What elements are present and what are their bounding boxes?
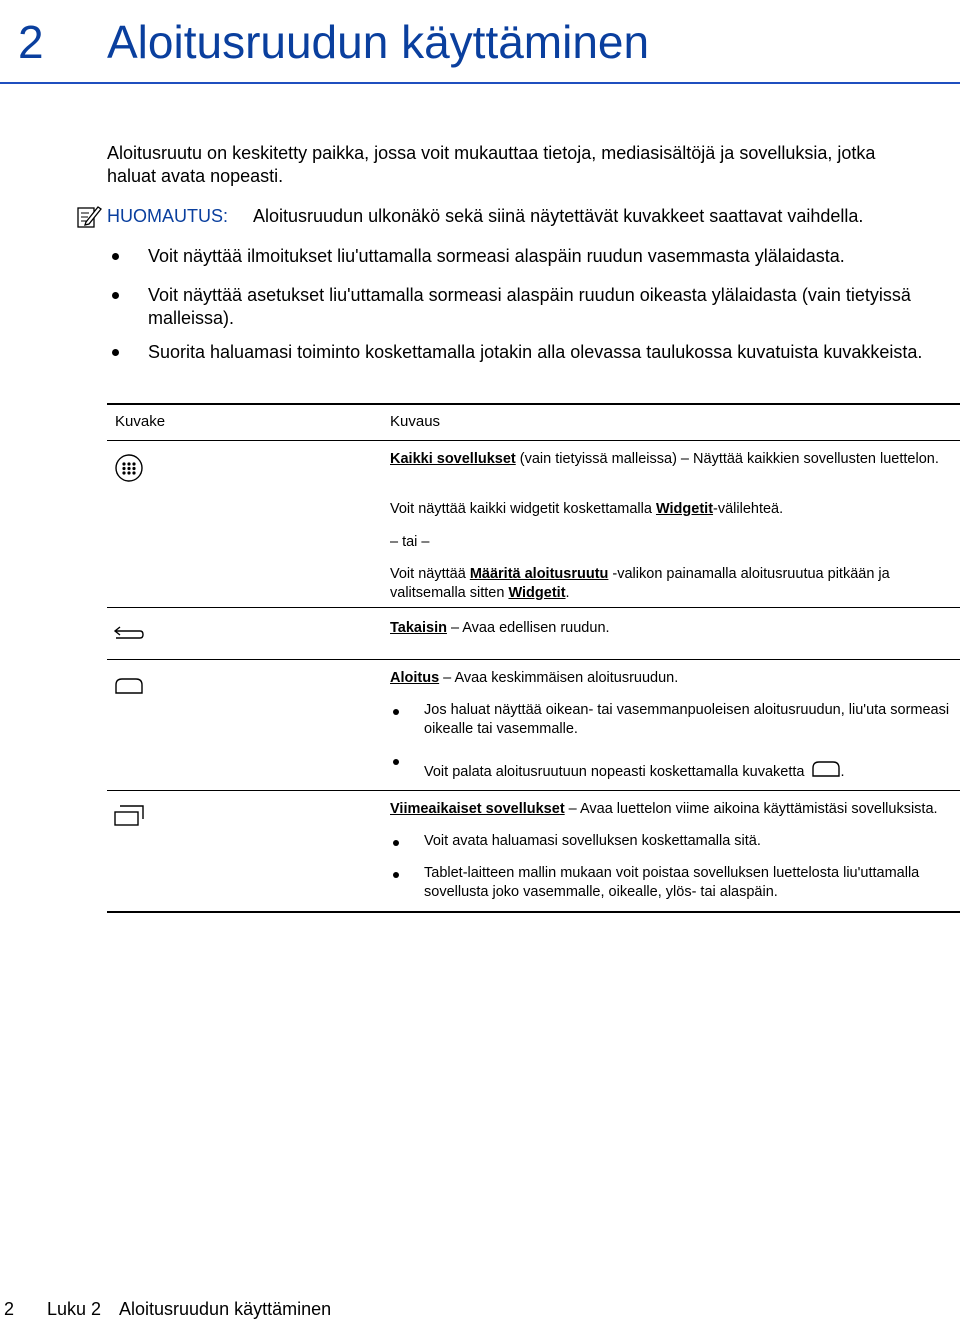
table-top-rule — [107, 403, 960, 405]
desc-home: – Avaa keskimmäisen aloitusruudun. — [439, 670, 679, 686]
bullet-item-icons: Suorita haluamasi toiminto koskettamalla jotakin alla olevassa taulukossa kuvatuista kuvakkeista. — [148, 342, 923, 362]
widgets-term: Widgetit — [655, 501, 714, 517]
note-icon — [76, 203, 102, 229]
recent-sub-item-open: Voit avata haluamasi sovelluksen koskettamalla sitä. — [424, 833, 761, 849]
recent-sub-item-remove: Tablet-laitteen mallin mukaan voit poistaa sovelluksen luettelosta liu'uttamalla sovellusta joko vasemmalle, oikealle, ylös- tai alaspäin. — [424, 865, 920, 900]
define-home-paragraph — [390, 565, 955, 603]
or-separator: – tai – — [390, 534, 430, 550]
table-row-rule — [107, 790, 960, 791]
table-row-home — [390, 669, 955, 688]
desc-back: – Avaa edellisen ruudun. — [446, 620, 610, 636]
bullet-marker — [393, 709, 399, 715]
term-recent-apps: Viimeaikaiset sovellukset — [390, 801, 565, 817]
define-home-tail: . — [565, 585, 570, 601]
bullet-marker — [112, 349, 119, 356]
bullet-marker — [393, 840, 399, 846]
home-icon — [114, 676, 144, 701]
table-row-back — [390, 619, 955, 638]
table-row-rule — [107, 607, 960, 608]
home-sub-item-swipe: Jos haluat näyttää oikean- tai vasemmanpuoleisen aloitusruudun, liu'uta sormeasi oikealle tai vasemmalle. — [424, 702, 950, 737]
bullet-item-notifications: Voit näyttää ilmoitukset liu'uttamalla sormeasi alaspäin ruudun vasemmasta ylälaidasta. — [148, 246, 845, 266]
bullet-item-settings: Voit näyttää asetukset liu'uttamalla sormeasi alaspäin ruudun oikeasta ylälaidasta (vain tietyissä malleissa). — [148, 285, 911, 328]
define-home-mid: -valikon painamalla aloitusruutua pitkään ja valitsemalla sitten — [390, 566, 890, 601]
home-sub-return-text: Voit palata aloitusruutuun nopeasti koskettamalla kuvaketta — [424, 763, 805, 780]
bullet-marker — [112, 292, 119, 299]
intro-paragraph: Aloitusruutu on keskitetty paikka, jossa voit mukauttaa tietoja, mediasisältöjä ja sovelluksia, jotka haluat avata nopeasti. — [107, 143, 876, 186]
back-icon — [113, 625, 145, 650]
note-text: Aloitusruudun ulkonäkö sekä siinä näytettävät kuvakkeet saattavat vaihdella. — [253, 206, 864, 226]
widgets-term-2: Widgetit — [508, 585, 566, 601]
widgets-paragraph — [390, 500, 955, 519]
home-sub-item-return — [424, 759, 954, 785]
table-row-all-apps — [390, 450, 955, 469]
bullet-marker — [112, 253, 119, 260]
bullet-marker — [393, 759, 399, 765]
note-label: HUOMAUTUS: — [107, 206, 228, 226]
heading-divider — [0, 82, 960, 84]
widgets-text: Voit näyttää kaikki widgetit koskettamalla — [390, 501, 656, 517]
define-home-term: Määritä aloitusruutu — [469, 566, 609, 582]
table-header-icon: Kuvake — [115, 413, 166, 430]
widgets-tail: -välilehteä. — [713, 501, 784, 517]
footer-page-number: 2 — [4, 1299, 15, 1319]
footer-title: Aloitusruudun käyttäminen — [119, 1299, 332, 1319]
table-row-recent-apps — [390, 800, 955, 819]
define-home-text: Voit näyttää — [390, 566, 470, 582]
desc-all-apps: (vain tietyissä malleissa) – Näyttää kaikkien sovellusten luettelon. — [515, 451, 939, 467]
term-home: Aloitus — [390, 670, 440, 686]
table-bottom-rule — [107, 911, 960, 913]
recent-apps-icon — [113, 804, 145, 833]
bullet-marker — [393, 872, 399, 878]
home-sub-return-tail: . — [840, 763, 845, 780]
term-back: Takaisin — [390, 620, 447, 636]
table-header-description: Kuvaus — [390, 413, 441, 430]
table-header-rule — [107, 440, 960, 441]
chapter-title: Aloitusruudun käyttäminen — [107, 16, 650, 68]
home-icon-inline — [811, 759, 841, 785]
desc-recent-apps: – Avaa luettelon viime aikoina käyttämistäsi sovelluksista. — [564, 801, 938, 817]
term-all-apps: Kaikki sovellukset — [390, 451, 516, 467]
chapter-number: 2 — [18, 16, 44, 68]
table-row-rule — [107, 659, 960, 660]
all-apps-icon — [114, 453, 144, 488]
footer-chapter: Luku 2 — [47, 1299, 102, 1319]
